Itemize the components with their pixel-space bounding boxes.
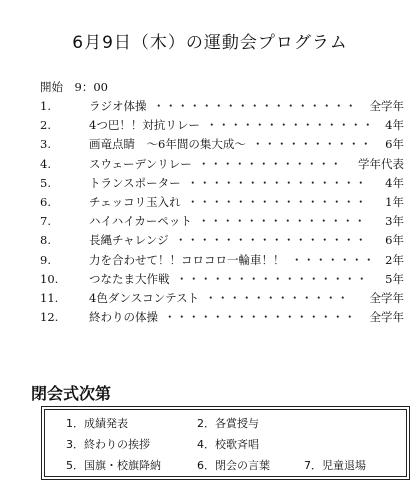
program-row bbox=[0, 116, 420, 134]
leader-dots: ・・・・・・・・・・・・ bbox=[205, 291, 349, 305]
closing-item: 3．終わりの挨拶 bbox=[66, 438, 150, 451]
leader-dots: ・・・・・・・ bbox=[291, 252, 375, 267]
leader-dots: ・・・・・・・・・・・・・・・・ bbox=[176, 271, 368, 286]
program-row bbox=[0, 135, 420, 153]
program-number: 1. bbox=[40, 99, 51, 113]
program-number: 7. bbox=[40, 214, 51, 229]
program-row bbox=[0, 212, 420, 230]
program-grade: 2年 bbox=[385, 252, 404, 267]
program-row bbox=[0, 231, 420, 249]
leader-dots: ・・・・・・・・・・・・・・・・・ bbox=[153, 99, 357, 113]
closing-item: 7．児童退場 bbox=[304, 459, 366, 472]
program-grade: 4年 bbox=[385, 118, 404, 133]
leader-dots: ・・・・・・・・・・ bbox=[252, 137, 372, 152]
program-number: 6. bbox=[40, 195, 51, 209]
program-name: 4つ巴！！対抗リレー bbox=[89, 118, 200, 133]
program-number: 2. bbox=[40, 118, 51, 133]
leader-dots: ・・・・・・・・・・・・・・・ bbox=[187, 175, 367, 190]
leader-dots: ・・・・・・・・・・・・ bbox=[198, 156, 342, 171]
program-number: 5. bbox=[40, 175, 51, 190]
program-row bbox=[0, 270, 420, 288]
page-title: 6月9日（木）の運動会プログラム bbox=[72, 33, 348, 53]
program-grade: 6年 bbox=[385, 137, 404, 152]
program-name: ハイハイカーペット bbox=[89, 214, 192, 229]
program-grade: 全学年 bbox=[369, 99, 404, 113]
leader-dots: ・・・・・・・・・・・・・・・ bbox=[187, 195, 367, 209]
closing-item: 2．各賞授与 bbox=[197, 417, 259, 430]
program-row bbox=[0, 97, 420, 115]
program-grade: 3年 bbox=[385, 214, 404, 229]
leader-dots: ・・・・・・・・・・・・・・ bbox=[206, 118, 374, 133]
program-name: つなたま大作戦 bbox=[89, 271, 170, 286]
start-time: 開始 9：00 bbox=[40, 80, 108, 94]
program-grade: 全学年 bbox=[369, 310, 404, 325]
program-grade: 1年 bbox=[385, 195, 404, 209]
program-number: 9. bbox=[40, 252, 51, 267]
program-name: 長縄チャレンジ bbox=[89, 233, 169, 248]
program-number: 3. bbox=[40, 137, 51, 152]
program-grade: 全学年 bbox=[369, 291, 404, 305]
program-name: スウェーデンリレー bbox=[89, 156, 192, 171]
closing-item: 4．校歌斉唱 bbox=[197, 438, 259, 451]
program-row bbox=[0, 174, 420, 192]
program-number: 12. bbox=[40, 310, 59, 325]
program-grade: 5年 bbox=[385, 271, 404, 286]
program-name: トランスポーター bbox=[89, 175, 181, 190]
closing-box bbox=[41, 406, 410, 480]
program-row bbox=[0, 289, 420, 307]
leader-dots: ・・・・・・・・・・・・・・・・ bbox=[175, 233, 367, 248]
program-number: 8. bbox=[40, 233, 51, 248]
closing-title: 閉会式次第 bbox=[31, 384, 112, 403]
closing-item: 6．閉会の言葉 bbox=[197, 459, 270, 472]
program-number: 10. bbox=[40, 271, 59, 286]
program-row bbox=[0, 155, 420, 173]
program-grade: 学年代表 bbox=[358, 156, 404, 171]
program-name: 画竜点睛 ～6年間の集大成～ bbox=[89, 137, 246, 152]
closing-item: 5．国旗・校旗降納 bbox=[66, 459, 161, 472]
program-number: 11. bbox=[40, 291, 59, 305]
program-grade: 4年 bbox=[385, 175, 404, 190]
program-name: ラジオ体操 bbox=[89, 99, 147, 113]
program-name: 力を合わせて！！コロコロ一輪車！！ bbox=[89, 252, 285, 267]
closing-item: 1．成績発表 bbox=[66, 417, 128, 430]
program-grade: 6年 bbox=[385, 233, 404, 248]
leader-dots: ・・・・・・・・・・・・・・・・ bbox=[164, 310, 356, 325]
program-name: 終わりの体操 bbox=[89, 310, 158, 325]
program-number: 4. bbox=[40, 156, 51, 171]
leader-dots: ・・・・・・・・・・・・・・ bbox=[198, 214, 366, 229]
program-row bbox=[0, 251, 420, 269]
program-row bbox=[0, 193, 420, 211]
program-name: チェッコリ玉入れ bbox=[89, 195, 181, 209]
program-row bbox=[0, 308, 420, 326]
program-name: 4色ダンスコンテスト bbox=[89, 291, 200, 305]
